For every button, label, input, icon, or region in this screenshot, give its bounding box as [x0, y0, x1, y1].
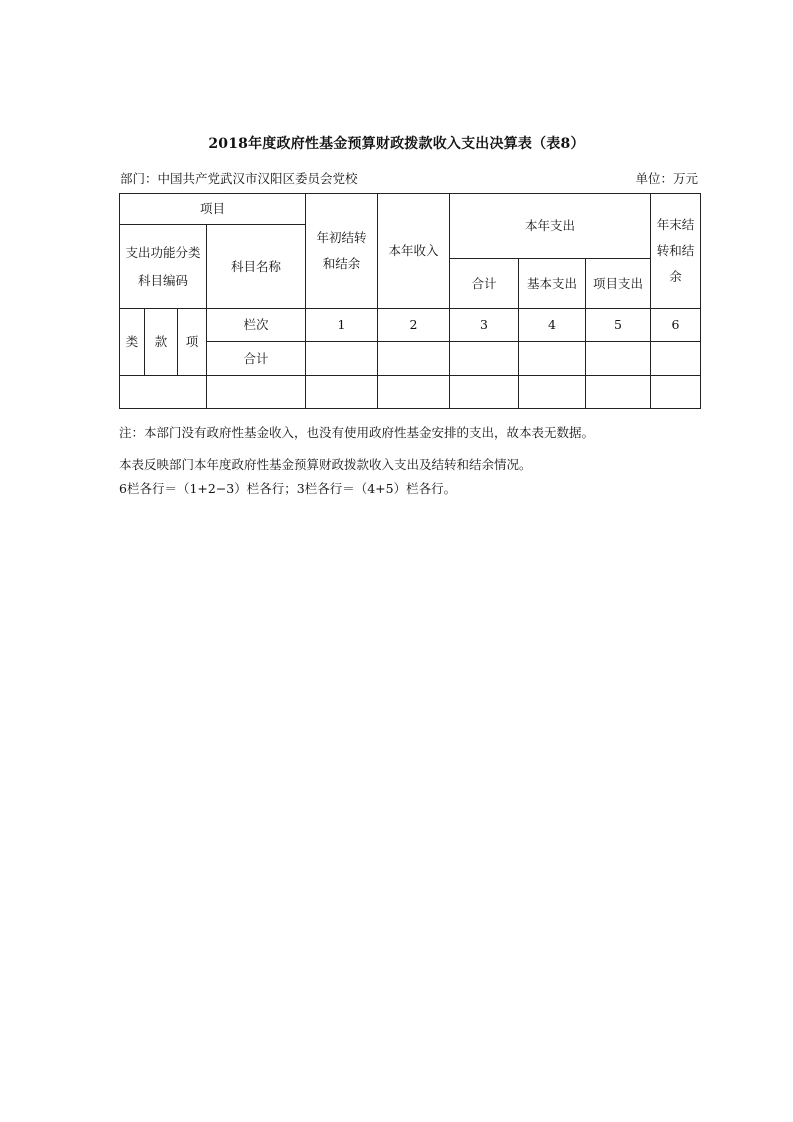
unit-label: 单位：万元 [635, 171, 698, 186]
header-expense: 本年支出 [450, 194, 651, 259]
column-number: 5 [586, 309, 651, 342]
empty-cell [651, 342, 701, 376]
empty-cell [651, 376, 701, 409]
empty-cell [586, 376, 651, 409]
empty-cell [586, 342, 651, 376]
header-expense-total: 合计 [450, 259, 519, 309]
header-expense-project: 项目支出 [586, 259, 651, 309]
header-expense-basic: 基本支出 [519, 259, 586, 309]
empty-cell [306, 376, 378, 409]
header-item: 项目 [120, 194, 306, 225]
column-number: 4 [519, 309, 586, 342]
empty-cell [378, 376, 450, 409]
empty-cell [306, 342, 378, 376]
page-title: 2018年度政府性基金预算财政拨款收入支出决算表（表8） [208, 136, 585, 152]
header-kuan: 款 [145, 309, 178, 376]
header-xiang: 项 [178, 309, 207, 376]
empty-cell [519, 376, 586, 409]
header-lei: 类 [120, 309, 145, 376]
note-no-data: 注：本部门没有政府性基金收入，也没有使用政府性基金安排的支出，故本表无数据。 [119, 425, 595, 440]
column-index-label: 栏次 [207, 309, 306, 342]
column-number: 6 [651, 309, 701, 342]
column-number: 1 [306, 309, 378, 342]
header-subject-name: 科目名称 [207, 225, 306, 309]
header-end-balance: 年末结转和结余 [651, 194, 701, 309]
note-formula: 6栏各行＝（1+2−3）栏各行；3栏各行＝（4+5）栏各行。 [119, 481, 457, 496]
empty-cell [207, 376, 306, 409]
empty-cell [450, 376, 519, 409]
department-label: 部门：中国共产党武汉市汉阳区委员会党校 [120, 171, 358, 186]
header-func-code: 支出功能分类科目编码 [120, 225, 207, 309]
column-number: 2 [378, 309, 450, 342]
empty-cell [120, 376, 207, 409]
header-income: 本年收入 [378, 194, 450, 309]
empty-cell [450, 342, 519, 376]
total-row-label: 合计 [207, 342, 306, 376]
note-description: 本表反映部门本年度政府性基金预算财政拨款收入支出及结转和结余情况。 [119, 457, 532, 472]
column-number: 3 [450, 309, 519, 342]
empty-cell [378, 342, 450, 376]
fund-table [119, 193, 701, 409]
empty-cell [519, 342, 586, 376]
header-begin-balance: 年初结转和结余 [306, 194, 378, 309]
